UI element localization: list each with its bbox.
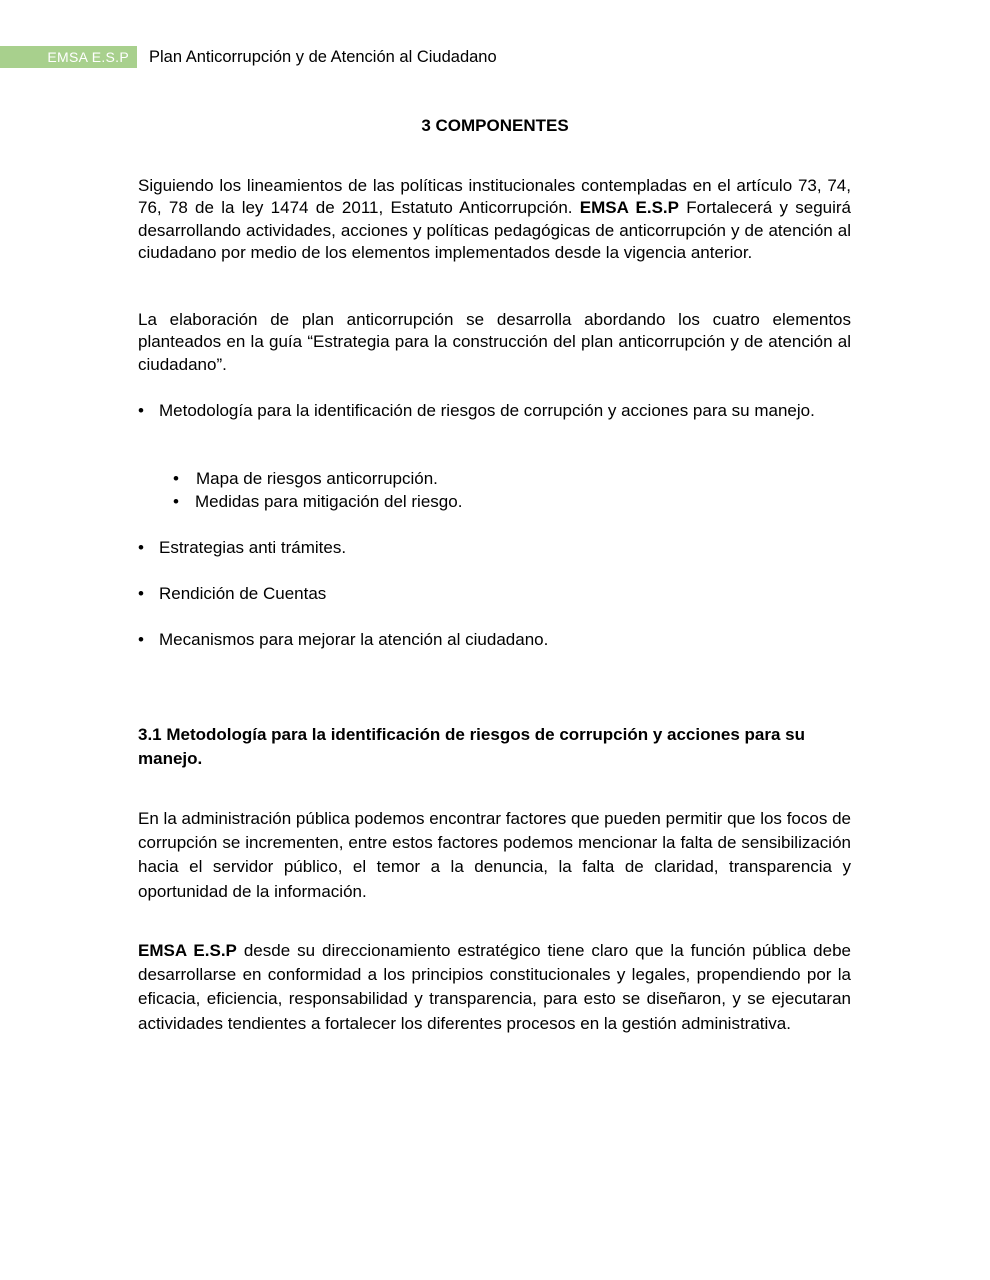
- bullet-text: Estrategias anti trámites.: [159, 538, 347, 557]
- intro-company-name: EMSA E.S.P: [579, 198, 679, 218]
- bullet-item-4: [138, 629, 851, 652]
- bullet-text: Metodología para la identificación de riesgos de corrupción y acciones para su manejo.: [159, 401, 815, 420]
- subsection-heading: 3.1 Metodología para la identificación de riesgos de corrupción y acciones para su manejo.: [138, 725, 805, 768]
- section-title: 3 COMPONENTES: [421, 116, 569, 135]
- header-title: Plan Anticorrupción y de Atención al Ciudadano: [149, 48, 497, 66]
- bullet-dot: •: [138, 630, 144, 649]
- intro-text-a: Siguiendo los lineamientos de las políticas institucionales contempladas en el artículo 73, 74, 76, 78 de la ley 1474 de 2011, Estatuto Anticorrupción.: [138, 176, 851, 218]
- bullet-item-3: [138, 583, 851, 606]
- sub-bullet-text: Medidas para mitigación del riesgo.: [195, 492, 463, 511]
- bullet-dot: •: [138, 584, 144, 603]
- bullet-item-1: [138, 400, 851, 423]
- company-name: EMSA E.S.P: [138, 941, 237, 960]
- sub-bullet-item-2: [173, 491, 851, 514]
- bullet-item-2: [138, 537, 851, 560]
- bullet-dot: •: [138, 538, 144, 557]
- bullet-text: Mecanismos para mejorar la atención al ciudadano.: [159, 630, 549, 649]
- paragraph-text: desde su direccionamiento estratégico tiene claro que la función pública debe desarrollarse en conformidad a los principios constitucionales y legales, propendiendo por la eficacia, eficiencia, responsabilidad y transparencia, para esto se diseñaron, y se ejecutaran actividades tendientes a fortalecer los diferentes procesos en la gestión administrativa.: [138, 941, 851, 1033]
- bullet-dot: •: [173, 492, 179, 511]
- intro-paragraph-1: [138, 175, 851, 264]
- subsection-paragraph-2: [138, 939, 851, 1036]
- bullet-dot: •: [173, 469, 179, 488]
- bullet-text: Rendición de Cuentas: [159, 584, 327, 603]
- sub-bullet-text: Mapa de riesgos anticorrupción.: [196, 469, 438, 488]
- sub-bullet-item-1: [173, 468, 851, 491]
- intro-text-b: Fortalecerá y seguirá desarrollando actividades, acciones y políticas pedagógicas de anticorrupción y de atención al ciudadano por medio de los elementos implementados desde la vigencia anterior.: [138, 198, 851, 262]
- bullet-dot: •: [138, 401, 144, 420]
- intro-paragraph-2: La elaboración de plan anticorrupción se desarrolla abordando los cuatro elementos planteados en la guía “Estrategia para la construcción del plan anticorrupción y de atención al ciudadano”.: [138, 310, 851, 374]
- header-badge: EMSA E.S.P: [0, 46, 137, 68]
- subsection-paragraph-1: En la administración pública podemos encontrar factores que pueden permitir que los focos de corrupción se incrementen, entre estos factores podemos mencionar la falta de sensibilización hacia el servidor público, el temor a la denuncia, la falta de claridad, transparencia y oportunidad de la información.: [138, 809, 851, 901]
